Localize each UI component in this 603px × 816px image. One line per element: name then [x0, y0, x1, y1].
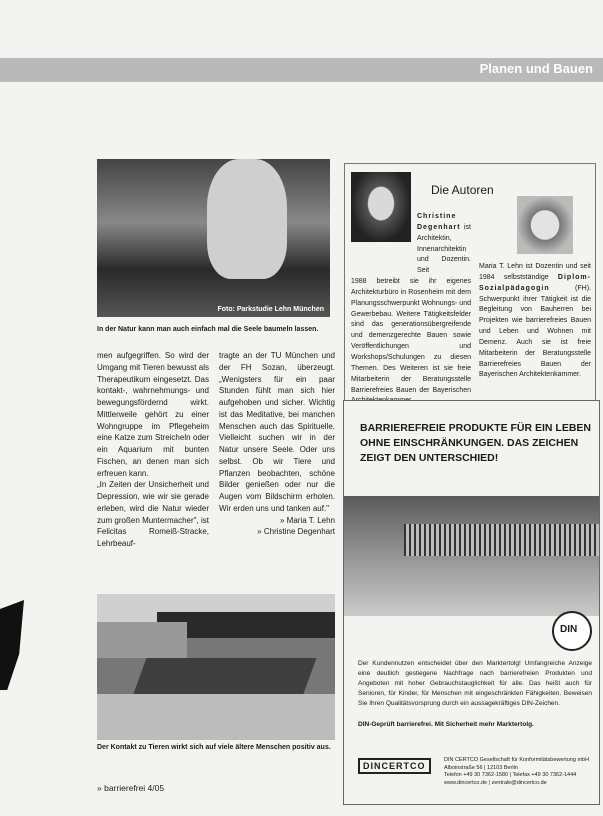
article-column-2	[219, 350, 335, 538]
contact-line: DIN CERTCO Gesellschaft für Konformitätsbewertung mbH	[444, 757, 590, 763]
authors-title: Die Autoren	[431, 183, 494, 197]
author-bio	[351, 212, 471, 407]
author-bio-lead: ist Architektin, Innenarchitektin und Dozentin. Seit	[417, 223, 471, 275]
author-signature: » Christine Degenhart	[257, 527, 335, 537]
ad-contact	[444, 757, 594, 788]
photo-path	[97, 694, 335, 740]
ad-fence-image	[344, 496, 599, 616]
author-bio-lead: Maria T. Lehn ist Dozentin und seit 1984 selbstständige	[479, 263, 591, 281]
ad-headline: BARRIEREFREIE PRODUKTE FÜR EIN LEBEN OHNE EINSCHRÄNKUNGEN. DAS ZEICHEN ZEIGT DEN UNTERSCHIED!	[360, 422, 592, 465]
article-paragraph: „In Zeiten der Unsicherheit und Depression, wie wir sie gerade erleben, wird die Natur wieder zum großen Muntermacher", ist Felicitas Romeiß-Stracke, Lehrbeauf-	[97, 480, 209, 548]
article-paragraph: tragte an der TU München und der FH Sozan, überzeugt. „Wenigsters für ein paar Stunden fühlt man sich hier aufgehoben und sicher. Wichtig ist das Meditative, bei manchen Menschen auch das Spirituelle. Vielleicht suchen wir in der Natur unsere Seele. Oder uns selbst. Ob wir Tiere und Pflanzen beobachten, schöne Bilder genießen oder nur die Augen vom Bildschirm erholen. Wir erden uns und tanken auf."	[219, 351, 335, 513]
author-name: Diplom-Sozialpädagogin	[479, 273, 591, 292]
section-label: Planen und Bauen	[479, 61, 593, 76]
author-bio-text: 1988 betreibt sie ihr eigenes Architekturbüro in Rosenheim mit dem Planungsschwerpunkt Wohnungs- und Gewerbebau. Weitere Tätigkeitsfelder sind das generationsübergreifende und demenzgerechte Bauen sowie Veröffentlichungen und Workshops/Schulungen zu diesen Themen. Des Weiteren ist sie freie Mitarbeiterin der Beratungsstelle Barrierefreies Bauen der Bayerischen	[351, 278, 471, 394]
article-column-1	[97, 350, 209, 550]
article-paragraph: men aufgegriffen. So wird der Umgang mit Tieren bewusst als Therapeutikum eingesetzt. Das kontakt-, wahrnehmungs- und bewegungsfördernd wirkt. Mittlerweile gehört zu einer Wohngruppe im Pflegeheim eine Katze zum Streicheln oder ein Aquarium mit bunten Fischen, an denen man sich erfreuen kann.	[97, 351, 209, 478]
fence-rail	[404, 524, 599, 556]
nature-photo	[97, 159, 330, 317]
author-portrait	[517, 196, 573, 254]
ad-body: Der Kundennutzen entscheidet über den Marktertolg! Umfangreiche Anzeige eine deutlich gestiegene Nachfrage nach barrierefreien Produkten und Angeboten mit hoher Gebrauchstauglichkeit für alle. Das heißt auch für Senioren, für Kinder, für Menschen mit eingeschränkten Fähigkeiten. Beweisen Sie Ihren Qualitätsvorsprung durch ein aussagekräftiges DIN-Zeichen.	[358, 660, 592, 708]
photo-caption: In der Natur kann man auch einfach mal die Seele baumeln lassen.	[97, 326, 319, 333]
contact-line: Alboinstraße 56 | 12103 Berlin	[444, 764, 518, 771]
authors-box	[344, 163, 596, 403]
photo-credit: Foto: Parkstudie Lehn München	[217, 306, 324, 313]
page-footer: » barrierefrei 4/05	[97, 783, 165, 793]
author-name: Christine Degenhart	[417, 213, 461, 231]
dincertco-logo: DINCERTCO	[358, 758, 431, 774]
advertisement	[343, 400, 600, 805]
din-certification-icon: DIN	[552, 611, 592, 651]
author-bio	[479, 262, 591, 381]
photo-caption: Der Kontakt zu Tieren wirkt sich auf viele ältere Menschen positiv aus.	[97, 744, 331, 751]
author-signature: » Maria T. Lehn	[280, 515, 335, 525]
contact-line: Telefon +49 30 7362-1580 | Telefax +49 30 7362-1444	[444, 772, 577, 779]
photo-building	[97, 622, 187, 658]
author-bio-text: (FH). Schwerpunkt ihrer Tätigkeit ist die Begleitung von Bauherren bei Projekten wie barrierefreies Bauen und Leben und Wohnen mit Demenz. Auch sie ist freie Mitarbeiterin der Beratungsstelle Barrierefreies Bauen der Bayerischen Architektenkammer.	[479, 284, 591, 379]
contact-line: www.dincertco.de | zentrale@dincertco.de	[444, 780, 547, 787]
photo-subject	[207, 159, 287, 279]
ad-tagline: DIN-Geprüft barrierefrei. Mit Sicherheit mehr Marktertolg.	[358, 721, 534, 728]
garden-photo	[97, 594, 335, 740]
edge-shadow	[0, 600, 24, 690]
